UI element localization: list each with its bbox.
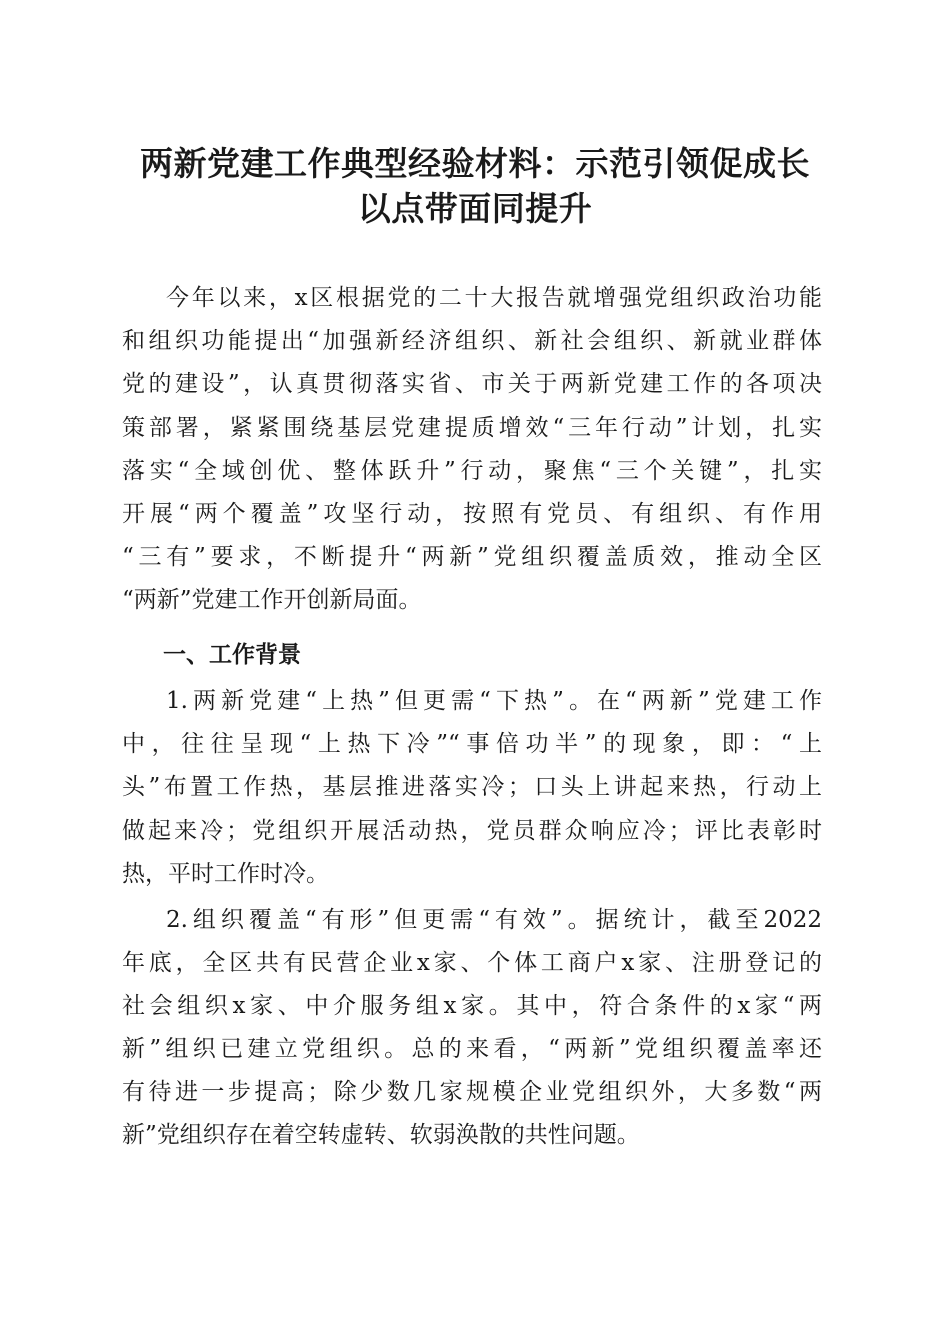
item-2-line: 新”组织已建立党组织。总的来看，“两新”党组织覆盖率还 bbox=[122, 1036, 822, 1062]
intro-paragraph-line: 策部署，紧紧围绕基层党建提质增效“三年行动”计划，扎实 bbox=[122, 415, 822, 441]
intro-paragraph-line: 和组织功能提出“加强新经济组织、新社会组织、新就业群体 bbox=[122, 328, 822, 354]
document-title-line-1: 两新党建工作典型经验材料：示范引领促成长 bbox=[140, 144, 810, 183]
item-2-line: 社会组织x家、中介服务组x家。其中，符合条件的x家“两 bbox=[122, 993, 822, 1019]
intro-paragraph-line: 落实“全域创优、整体跃升”行动，聚焦“三个关键”，扎实 bbox=[122, 458, 822, 484]
intro-paragraph-line: 今年以来，x区根据党的二十大报告就增强党组织政治功能 bbox=[166, 285, 822, 311]
intro-paragraph-line: “两新”党建工作开创新局面。 bbox=[122, 587, 422, 613]
item-2-line: 新”党组织存在着空转虚转、软弱涣散的共性问题。 bbox=[122, 1122, 640, 1148]
intro-paragraph-line: 开展“两个覆盖”攻坚行动，按照有党员、有组织、有作用 bbox=[122, 501, 822, 527]
intro-paragraph-line: “三有”要求，不断提升“两新”党组织覆盖质效，推动全区 bbox=[122, 544, 822, 570]
item-2-line: 2.组织覆盖“有形”但更需“有效”。据统计，截至2022 bbox=[166, 907, 822, 933]
item-1-line: 做起来冷；党组织开展活动热，党员群众响应冷；评比表彰时 bbox=[122, 818, 822, 844]
item-2-line: 有待进一步提高；除少数几家规模企业党组织外，大多数“两 bbox=[122, 1079, 822, 1105]
item-1-line: 热，平时工作时冷。 bbox=[122, 861, 329, 887]
intro-paragraph-line: 党的建设”，认真贯彻落实省、市关于两新党建工作的各项决 bbox=[122, 371, 822, 397]
item-1-line: 中，往往呈现“上热下冷”“事倍功半”的现象，即：“上 bbox=[122, 731, 822, 757]
item-2-line: 年底，全区共有民营企业x家、个体工商户x家、注册登记的 bbox=[122, 950, 822, 976]
item-1-line: 头”布置工作热，基层推进落实冷；口头上讲起来热，行动上 bbox=[122, 774, 822, 800]
item-1-line: 1.两新党建“上热”但更需“下热”。在“两新”党建工作 bbox=[166, 688, 822, 714]
section-heading: 一、工作背景 bbox=[163, 642, 301, 668]
document-title-line-2: 以点带面同提升 bbox=[357, 189, 593, 228]
